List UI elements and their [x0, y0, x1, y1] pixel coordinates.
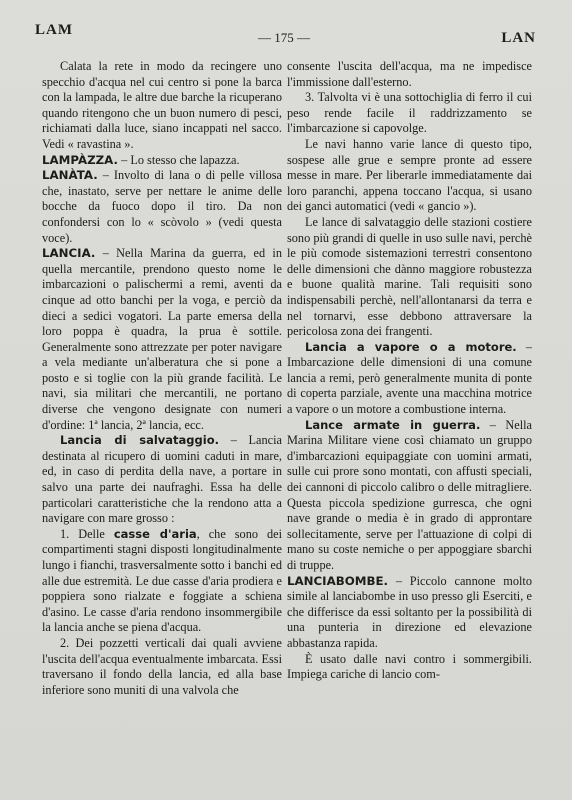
left-column — [42, 59, 282, 698]
point-1 — [42, 527, 282, 636]
entry-head: LANCIABOMBE. — [287, 573, 388, 588]
subentry-head: Lancia di salvataggio. — [60, 433, 219, 448]
entry-text: – Lo stesso che lapazza. — [118, 152, 240, 167]
paragraph-calata: Calata la rete in modo da recingere uno specchio d'acqua nel cui centro si pone la barca con la lampada, le altre due barche la ricuperano quando ritengono che un buon numero di pesci, richiamati dalla luce, siano incappati nel sacco. Vedi « ravastina ». — [42, 59, 282, 151]
entry-text: – Nella Marina da guerra, ed in quella mercantile, prendono questo nome le imbarcazioni o palischermi a remi, aventi da cinque ad otto banchi per la voga, e perciò da dieci a sedici vogatori. La parte emersa della loro poppa è quadra, la prua è sottile. Generalmente sono attrezzate per poter navigare a vela mediante un'alberatura che si pone a posto e si toglie con la più grande facilità. Le navi, sia militari che mercantili, ne portano diverse che vengono designate con numeri d'ordine: 1ª lancia, 2ª lancia, ecc. — [42, 246, 282, 432]
paragraph-consente: consente l'uscita dell'acqua, ma ne impedisce l'immissione dall'esterno. — [287, 59, 532, 89]
subentry-text: – Nella Marina Militare viene così chiamato un gruppo d'imbarcazioni equipaggiate con uomini armati, sulle cui prore sono montati, con affusti speciali, dei cannoni di piccolo calibro o delle mitragliere. Questa piccola spedizione gurresca, che ogni nave grande o media è in grado di approntare sollecitamente, serve per l'attuazione di colpi di mano su coste nemiche o per appoggiare sbarchi di truppe. — [287, 417, 532, 572]
subentry-head: Lance armate in guerra. — [305, 417, 481, 432]
entry-text: – Involto di lana o di pelle villosa che, inastato, serve per nettare le anime delle bocche da fuoco dopo il tiro. Da non confondersi con lo « scòvolo » (vedi questa voce). — [42, 168, 282, 245]
right-column — [287, 59, 532, 683]
subentry-head: Lancia a vapore o a motore. — [305, 339, 517, 354]
subentry-text: – Imbarcazione delle dimensioni di una comune lancia a remi, però generalmente munita di ponte di coperta parziale, avente una macchina motrice a vapore o un motore a combustione interna. — [287, 339, 532, 417]
point-3: 3. Talvolta vi è una sottochiglia di ferro il cui peso rende facile il raddrizzamento se l'imbarcazione si capovolge. — [287, 90, 532, 136]
subentry-salvataggio — [42, 433, 282, 527]
running-head-left: LAM — [35, 22, 73, 38]
entry-lancia — [42, 246, 282, 433]
paragraph-usato: È usato dalle navi contro i sommergibili. Impiega cariche di lancio com- — [287, 651, 532, 682]
entry-lanata — [42, 168, 282, 246]
point-text: , che sono dei compartimenti stagni disposti longitudinalmente lungo i fianchi, trasversalmente sotto i banchi ed alle due estremità. Le due casse d'aria prodiera e poppiera sono rialzate e foggiate a schiena d'asino. Le casse d'aria rendono insommergibile la lancia anche se piena d'acqua. — [42, 526, 282, 635]
subentry-armate — [287, 418, 532, 574]
page-number: — 175 — — [258, 30, 310, 45]
entry-text: – Piccolo cannone molto simile al lanciabombe in uso presso gli Eserciti, e che differisce da essi soltanto per la possibilità di una punteria in direzione ed elevazione abbastanza rapida. — [287, 573, 532, 650]
point-term: casse d'aria — [113, 526, 197, 541]
point-number: 1. Delle — [60, 526, 114, 541]
paragraph-navi: Le navi hanno varie lance di questo tipo, sospese alle grue e sempre pronte ad essere messe in mare. Per liberarle immediatamente dai loro paranchi, appena toccano l'acqua, si usano dei ganci automatici (vedi « gancio »). — [287, 136, 532, 214]
running-head-right: LAN — [501, 30, 536, 46]
subentry-text: – Lancia destinata al ricupero di uomini caduti in mare, ed, in caso di perdita della nave, a portare in salvo una parte dei naufraghi. Essa ha delle particolari caratteristiche che la rendono atta a navigare con mare grosso : — [42, 433, 282, 526]
entry-head: LAMPÀZZA. — [42, 152, 119, 167]
point-2: 2. Dei pozzetti verticali dai quali avviene l'uscita dell'acqua eventualmente imbarcata. Essi traversano il fondo della lancia, ed alla base inferiore sono muniti di una valvola che — [42, 635, 282, 697]
entry-head: LANCIA. — [42, 246, 96, 261]
paragraph-lance: Le lance di salvataggio delle stazioni costiere sono più grandi di quelle in uso sulle navi, perchè le più comode sistemazioni terrestri consentono delle dimensioni che dànno maggiore robustezza e buone qualità marine. Tali requisiti sono indispensabili perchè, nell'allontanarsi da terra e nel tornarvi, esse debbono attraversare la pericolosa zona dei frangenti. — [287, 214, 532, 339]
entry-lampazza — [42, 153, 282, 169]
subentry-vapore — [287, 340, 532, 418]
entry-lanciabombe — [287, 574, 532, 652]
entry-head: LANÀTA. — [42, 168, 98, 183]
